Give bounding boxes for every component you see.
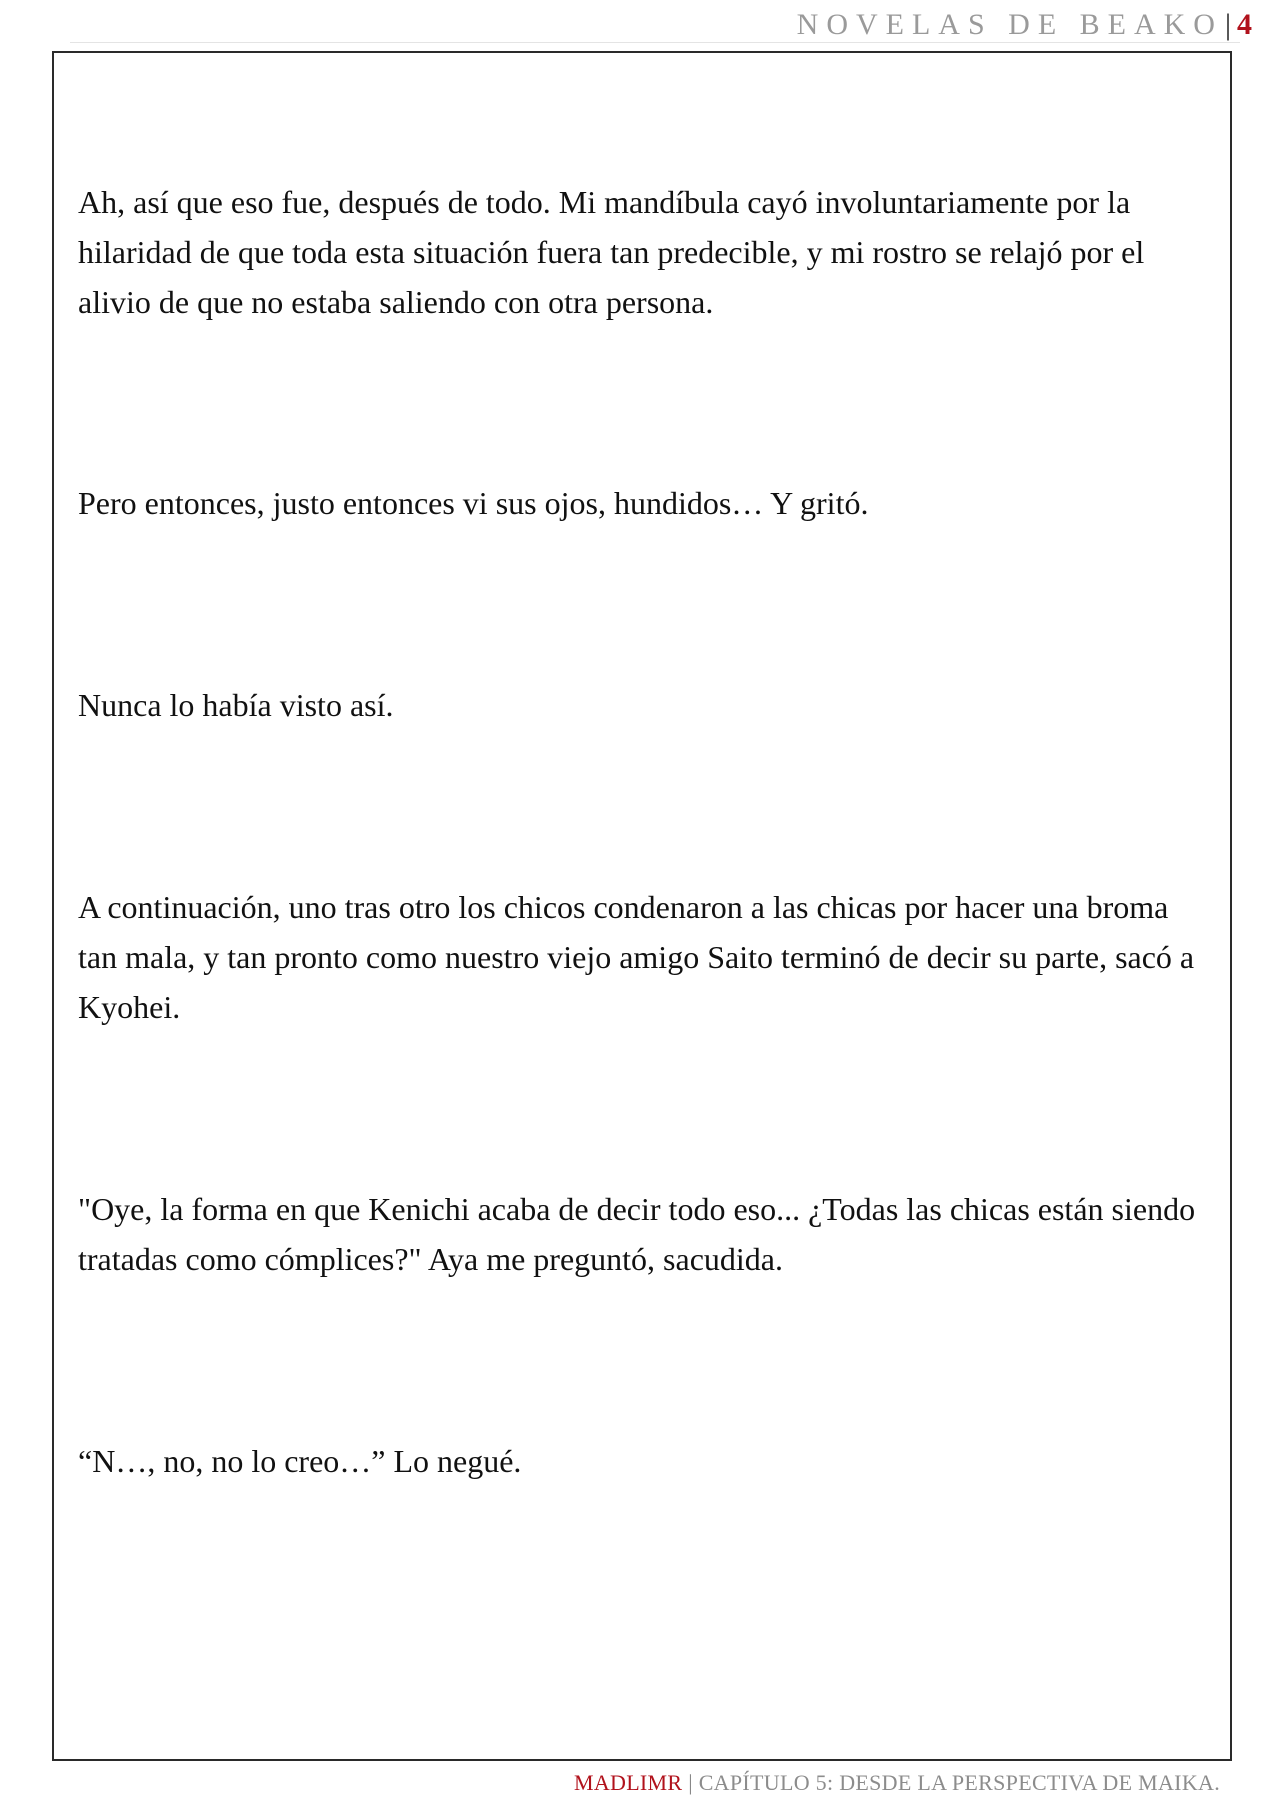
paragraph-5: "Oye, la forma en que Kenichi acaba de decir todo eso... ¿Todas las chicas están siendo tratadas como cómplices?" Aya me preguntó, sacudida. — [78, 1191, 1196, 1277]
footer-chapter: CAPÍTULO 5: DESDE LA PERSPECTIVA DE MAIKA. — [698, 1770, 1220, 1795]
header-rule — [70, 42, 1240, 43]
header-separator: | — [1224, 8, 1231, 41]
header-title: NOVELAS DE BEAKO — [796, 8, 1223, 41]
paragraph-6: “N…, no, no lo creo…” Lo negué. — [78, 1443, 522, 1479]
footer-author: MADLIMR — [573, 1770, 683, 1795]
page-footer — [574, 1770, 1220, 1796]
paragraph-4: A continuación, uno tras otro los chicos condenaron a las chicas por hacer una broma tan mala, y tan pronto como nuestro viejo amigo Saito terminó de decir su parte, sacó a Kyohei. — [78, 889, 1195, 1025]
paragraph-3: Nunca lo había visto así. — [78, 687, 394, 723]
footer-separator: | — [682, 1770, 699, 1795]
page-number: 4 — [1237, 8, 1252, 41]
paragraph-2: Pero entonces, justo entonces vi sus ojos, hundidos… Y gritó. — [78, 485, 869, 521]
paragraph-1: Ah, así que eso fue, después de todo. Mi mandíbula cayó involuntariamente por la hilaridad de que toda esta situación fuera tan predecible, y mi rostro se relajó por el alivio de que no estaba saliendo con otra persona. — [78, 184, 1145, 320]
